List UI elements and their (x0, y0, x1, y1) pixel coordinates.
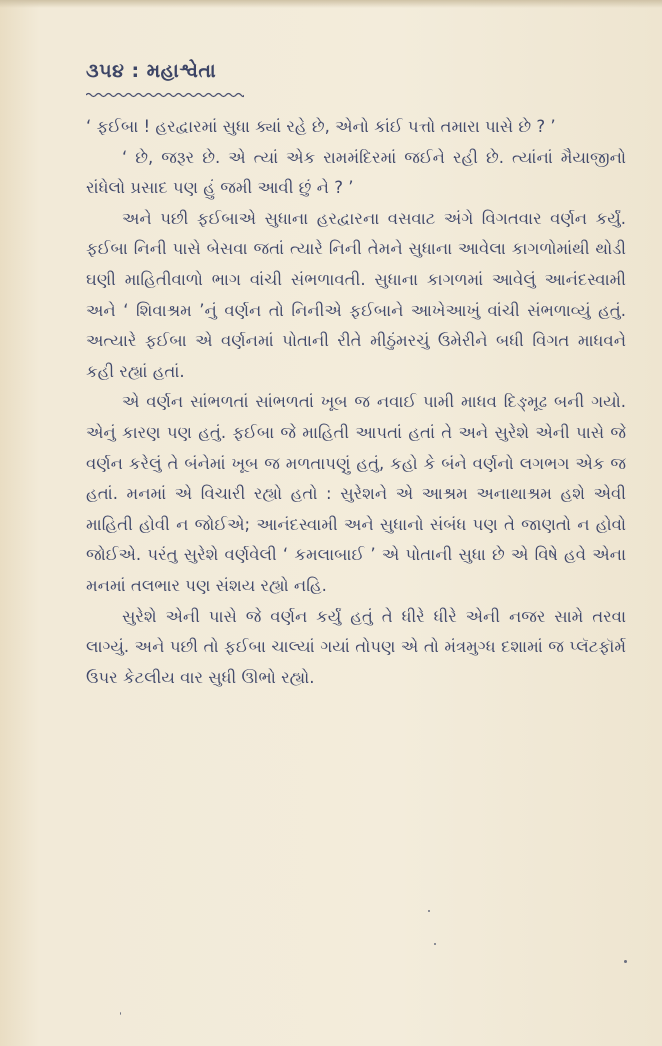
body-text (86, 112, 626, 693)
paragraph-1: ‘ ફઈબા ! હરદ્વારમાં સુધા ક્યાં રહે છે, એનો કાંઈ પત્તો તમારા પાસે છે ? ’ (86, 117, 556, 136)
running-header: ૩૫૪ : મહાશ્વેતા (86, 60, 217, 82)
paragraph-5: સુરેશે એની પાસે જે વર્ણન કર્યું હતું તે ધીરે ધીરે એની નજર સામે તરવા લાગ્યું. અને પછી તો ફઈબા ચાલ્યાં ગયાં તોપણ એ તો મંત્રમુગ્ધ દશામાં જ પ્લૅટફૉર્મ ઉપર કેટલીય વાર સુધી ઊભો રહ્યો. (86, 606, 626, 687)
page-top-shadow (0, 0, 662, 8)
paragraph-3: અને પછી ફઈબાએ સુધાના હરદ્વારના વસવાટ અંગે વિગતવાર વર્ણન કર્યું. ફઈબા નિની પાસે બેસવા જતાં ત્યારે નિની તેમને સુધાના આવેલા કાગળોમાંથી થોડી ઘણી માહિતીવાળો ભાગ વાંચી સંભળાવતી. સુધાના કાગળમાં આવેલું આનંદસ્વામી અને ‘ શિવાશ્રમ ’નું વર્ણન તો નિનીએ ફઈબાને આખેઆખું વાંચી સંભળાવ્યું હતું. અત્યારે ફઈબા એ વર્ણનમાં પોતાની રીતે મીઠુંમરચું ઉમેરીને બધી વિગત માધવને કહી રહ્યાં હતાં. (86, 208, 626, 381)
paper-speck (624, 960, 627, 963)
paragraph-4: એ વર્ણન સાંભળતાં સાંભળતાં ખૂબ જ નવાઈ પામી માધવ દિઙ્મૂઢ બની ગયો. એનું કારણ પણ હતું. ફઈબા જે માહિતી આપતાં હતાં તે અને સુરેશે એની પાસે જે વર્ણન કરેલું તે બંનેમાં ખૂબ જ મળતાપણું હતું, કહો કે બંને વર્ણનો લગભગ એક જ હતાં. મનમાં એ વિચારી રહ્યો હતો : સુરેશને એ આશ્રમ અનાથાશ્રમ હશે એવી માહિતી હોવી ન જોઈએ; આનંદસ્વામી અને સુધાનો સંબંધ પણ તે જાણતો ન હોવો જોઈએ. પરંતુ સુરેશે વર્ણવેલી ‘ કમલાબાઈ ’ એ પોતાની સુધા છે એ વિષે હવે એના મનમાં તલભાર પણ સંશય રહ્યો નહિ. (86, 392, 626, 595)
paragraph-2: ‘ છે, જરૂર છે. એ ત્યાં એક રામમંદિરમાં જઈને રહી છે. ત્યાંનાં મૈયાજીનો રાંધેલો પ્રસાદ પણ હું જમી આવી છું ને ? ’ (86, 147, 626, 198)
paper-speck (120, 1012, 121, 1015)
paper-speck (428, 910, 430, 912)
paper-speck (434, 943, 436, 945)
header-underline-ornament (86, 92, 244, 98)
